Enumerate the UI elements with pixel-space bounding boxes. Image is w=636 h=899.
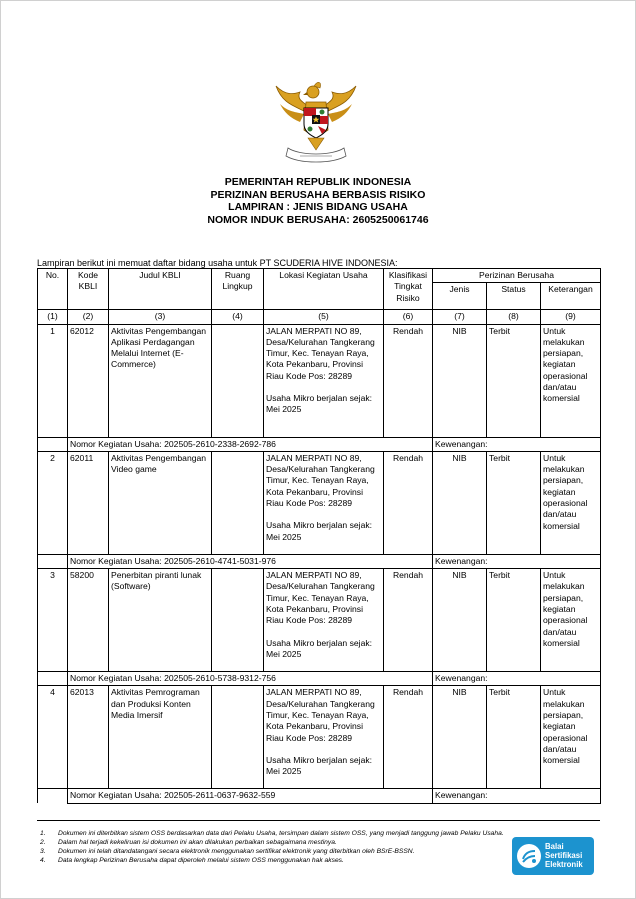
row-klasifikasi: Rendah (384, 569, 433, 672)
header-lampiran: LAMPIRAN : JENIS BIDANG USAHA (228, 201, 408, 213)
footer-note: 4. Data lengkap Perizinan Berusaha dapat diperoleh melalui sistem OSS menggunakan hak akses. (40, 856, 344, 864)
row-nomor-kegiatan: Nomor Kegiatan Usaha: 202505-2610-4741-5031-976 (68, 554, 433, 568)
row-kode-kbli: 58200 (68, 569, 109, 672)
row-judul-kbli: Aktivitas Pengembangan Video game (109, 451, 212, 554)
business-field-table (37, 268, 601, 804)
row-status: Terbit (487, 569, 541, 672)
row-kewenangan: Kewenangan: (433, 789, 601, 803)
header-nib: NOMOR INDUK BERUSAHA: 2605250061746 (207, 213, 429, 226)
row-lokasi (264, 686, 384, 789)
col-number: (5) (264, 310, 384, 324)
column-number-row (38, 310, 601, 324)
row-no: 4 (38, 686, 68, 789)
row-status: Terbit (487, 324, 541, 437)
header-klasifikasi: Klasifikasi Tingkat Risiko (384, 269, 433, 310)
col-number: (2) (68, 310, 109, 324)
row-judul-kbli: Aktivitas Pengembangan Aplikasi Perdagangan Melalui Internet (E-Commerce) (109, 324, 212, 437)
header-perizinan: Perizinan Berusaha (433, 269, 601, 283)
row-no: 2 (38, 451, 68, 554)
row-keterangan: Untuk melakukan persiapan, kegiatan operasional dan/atau komersial (541, 324, 601, 437)
header-judul-kbli: Judul KBLI (109, 269, 212, 310)
table-subrow (38, 554, 601, 568)
row-jenis: NIB (433, 569, 487, 672)
row-kewenangan: Kewenangan: (433, 672, 601, 686)
row-ruang-lingkup (212, 569, 264, 672)
table-header-row (38, 269, 601, 283)
table-row (38, 324, 601, 437)
row-jenis: NIB (433, 686, 487, 789)
row-nomor-kegiatan: Nomor Kegiatan Usaha: 202505-2610-2338-2692-786 (68, 437, 433, 451)
footer-note: 1. Dokumen ini diterbitkan sistem OSS berdasarkan data dari Pelaku Usaha, tersimpan dalam sistem OSS, yang menjadi tanggung jawab Pelaku Usaha. (40, 830, 504, 837)
col-number: (7) (433, 310, 487, 324)
row-status: Terbit (487, 686, 541, 789)
footer-note: 2. Dalam hal terjadi kekeliruan isi dokumen ini akan dilakukan perbaikan sebagaimana mestinya. (40, 838, 337, 846)
row-judul-kbli: Aktivitas Pemrograman dan Produksi Konten Media Imersif (109, 686, 212, 789)
header-jenis: Jenis (433, 283, 487, 310)
document-footer (37, 820, 600, 895)
table-row (38, 451, 601, 554)
col-number: (6) (384, 310, 433, 324)
row-jenis: NIB (433, 451, 487, 554)
row-keterangan: Untuk melakukan persiapan, kegiatan operasional dan/atau komersial (541, 569, 601, 672)
row-no: 3 (38, 569, 68, 672)
col-number: (3) (109, 310, 212, 324)
bsre-logo-line: Balai (545, 842, 564, 851)
table-subrow (38, 789, 601, 803)
document-header (0, 176, 636, 226)
footer-notes (40, 830, 510, 866)
row-jenis: NIB (433, 324, 487, 437)
row-klasifikasi: Rendah (384, 324, 433, 437)
table-row (38, 686, 601, 789)
intro-text: Lampiran berikut ini memuat daftar bidang usaha untuk PT SCUDERIA HIVE INDONESIA: (37, 258, 398, 268)
col-number: (8) (487, 310, 541, 324)
header-perizinan: PERIZINAN BERUSAHA BERBASIS RISIKO (210, 188, 426, 201)
row-ruang-lingkup (212, 324, 264, 437)
table-subrow (38, 437, 601, 451)
row-kode-kbli: 62012 (68, 324, 109, 437)
footer-note: 3. Dokumen ini telah ditandatangani secara elektronik menggunakan sertifikat elektronik yang diterbitkan oleh BSrE-BSSN. (40, 847, 415, 855)
row-lokasi-address: JALAN MERPATI NO 89, Desa/Kelurahan Tangkerang Timur, Kec. Tenayan Raya, Kota Pekanbaru, Provinsi Riau Kode Pos: 28289 (266, 687, 375, 743)
table-subrow (38, 672, 601, 686)
col-number: (1) (38, 310, 68, 324)
row-nomor-kegiatan: Nomor Kegiatan Usaha: 202505-2611-0637-9632-559 (68, 789, 433, 803)
table-row (38, 569, 601, 672)
header-no: No. (38, 269, 68, 310)
row-keterangan: Untuk melakukan persiapan, kegiatan operasional dan/atau komersial (541, 451, 601, 554)
row-lokasi-note: Usaha Mikro berjalan sejak: Mei 2025 (266, 637, 373, 659)
row-kewenangan: Kewenangan: (433, 554, 601, 568)
row-keterangan: Untuk melakukan persiapan, kegiatan operasional dan/atau komersial (541, 686, 601, 789)
header-government: PEMERINTAH REPUBLIK INDONESIA (224, 176, 412, 188)
row-kode-kbli: 62011 (68, 451, 109, 554)
row-lokasi-note: Usaha Mikro berjalan sejak: Mei 2025 (266, 393, 373, 415)
header-ruang-lingkup: Ruang Lingkup (212, 269, 264, 310)
row-lokasi-address: JALAN MERPATI NO 89, Desa/Kelurahan Tangkerang Timur, Kec. Tenayan Raya, Kota Pekanbaru, Provinsi Riau Kode Pos: 28289 (266, 570, 375, 626)
row-kewenangan: Kewenangan: (433, 437, 601, 451)
bsre-logo (512, 837, 594, 875)
header-status: Status (487, 283, 541, 310)
row-kode-kbli: 62013 (68, 686, 109, 789)
garuda-emblem-icon (270, 78, 362, 166)
row-lokasi-address: JALAN MERPATI NO 89, Desa/Kelurahan Tangkerang Timur, Kec. Tenayan Raya, Kota Pekanbaru, Provinsi Riau Kode Pos: 28289 (266, 325, 375, 381)
header-keterangan: Keterangan (541, 283, 601, 310)
row-klasifikasi: Rendah (384, 451, 433, 554)
row-ruang-lingkup (212, 686, 264, 789)
bsre-logo-line: Elektronik (545, 860, 583, 869)
row-ruang-lingkup (212, 451, 264, 554)
row-status: Terbit (487, 451, 541, 554)
row-lokasi (264, 451, 384, 554)
row-judul-kbli: Penerbitan piranti lunak (Software) (109, 569, 212, 672)
col-number: (4) (212, 310, 264, 324)
row-lokasi-address: JALAN MERPATI NO 89, Desa/Kelurahan Tangkerang Timur, Kec. Tenayan Raya, Kota Pekanbaru, Provinsi Riau Kode Pos: 28289 (266, 452, 375, 509)
bsre-logo-line: Sertifikasi (545, 851, 583, 860)
row-nomor-kegiatan: Nomor Kegiatan Usaha: 202505-2610-5738-9312-756 (68, 672, 433, 686)
row-klasifikasi: Rendah (384, 686, 433, 789)
bsre-seal-icon (517, 844, 541, 868)
row-lokasi (264, 324, 384, 437)
header-lokasi: Lokasi Kegiatan Usaha (264, 269, 384, 310)
row-lokasi (264, 569, 384, 672)
row-no: 1 (38, 324, 68, 437)
header-kode-kbli: Kode KBLI (68, 269, 109, 310)
col-number: (9) (541, 310, 601, 324)
row-lokasi-note: Usaha Mikro berjalan sejak: Mei 2025 (266, 754, 373, 777)
row-lokasi-note: Usaha Mikro berjalan sejak: Mei 2025 (266, 520, 373, 542)
